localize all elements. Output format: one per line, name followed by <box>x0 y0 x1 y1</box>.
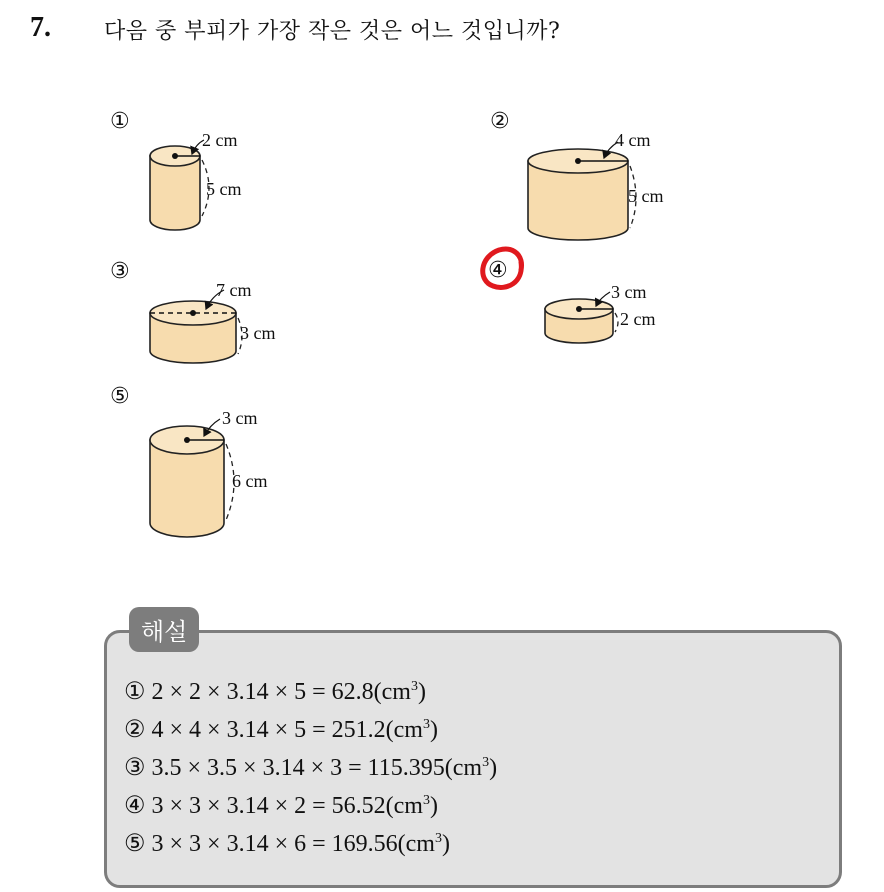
option-4-height: 2 cm <box>620 309 656 329</box>
option-3[interactable] <box>110 259 276 363</box>
cylinder-5 <box>150 419 234 537</box>
solution-line-1 <box>124 668 497 706</box>
solution-line-unit: cm <box>381 679 411 705</box>
solution-line-expr: 3 × 3 × 3.14 × 2 = 56.52( <box>151 793 394 819</box>
solution-line-num: ① <box>124 679 146 705</box>
solution-line-exp: 3 <box>410 679 418 694</box>
solution-line-exp: 3 <box>482 755 490 770</box>
solution-line-2 <box>124 706 497 744</box>
cylinder-3 <box>150 290 242 363</box>
solution-line-5 <box>124 820 497 858</box>
option-2-height: 5 cm <box>628 186 664 206</box>
option-5-height: 6 cm <box>232 471 268 491</box>
solution-line-unit: cm <box>405 831 435 857</box>
option-3-height: 3 cm <box>240 323 276 343</box>
solution-line-close: ) <box>429 793 438 819</box>
question-number: 7. <box>30 12 51 43</box>
option-2[interactable] <box>490 109 664 240</box>
solution-line-expr: 3 × 3 × 3.14 × 6 = 169.56( <box>151 831 406 857</box>
option-3-diameter: 7 cm <box>216 280 252 300</box>
solution-line-num: ⑤ <box>124 831 146 857</box>
option-5-radius: 3 cm <box>222 408 258 428</box>
option-1-radius: 2 cm <box>202 130 238 150</box>
solution-line-close: ) <box>429 717 438 743</box>
solution-line-close: ) <box>441 831 450 857</box>
solution-line-exp: 3 <box>434 831 442 846</box>
solution-line-unit: cm <box>393 793 423 819</box>
solution-line-4 <box>124 782 497 820</box>
option-4-label: ④ <box>488 258 508 283</box>
option-3-label: ③ <box>110 259 130 284</box>
solution-line-close: ) <box>489 755 498 781</box>
option-1-label: ① <box>110 109 130 134</box>
solution-tag: 해설 <box>129 607 199 652</box>
solution-line-close: ) <box>417 679 426 705</box>
solution-lines <box>124 668 497 858</box>
solution-line-num: ③ <box>124 755 146 781</box>
solution-line-expr: 2 × 2 × 3.14 × 5 = 62.8( <box>151 679 382 705</box>
solution-line-unit: cm <box>393 717 423 743</box>
solution-line-exp: 3 <box>422 717 430 732</box>
option-4[interactable] <box>483 249 656 343</box>
cylinder-1 <box>150 140 209 230</box>
solution-line-expr: 4 × 4 × 3.14 × 5 = 251.2( <box>151 717 394 743</box>
solution-line-exp: 3 <box>422 793 430 808</box>
solution-line-unit: cm <box>452 755 483 781</box>
cylinder-4 <box>545 292 618 343</box>
option-2-label: ② <box>490 109 510 134</box>
solution-line-3 <box>124 744 497 782</box>
solution-line-expr: 3.5 × 3.5 × 3.14 × 3 = 115.395( <box>151 755 453 781</box>
cylinder-2 <box>528 142 636 240</box>
question-text: 다음 중 부피가 가장 작은 것은 어느 것입니까? <box>104 19 561 44</box>
option-1-height: 5 cm <box>206 179 242 199</box>
option-4-radius: 3 cm <box>611 282 647 302</box>
option-5[interactable] <box>110 384 268 537</box>
solution-line-num: ④ <box>124 793 146 819</box>
option-2-radius: 4 cm <box>615 130 651 150</box>
option-1[interactable] <box>110 109 242 230</box>
solution-line-num: ② <box>124 717 146 743</box>
option-5-label: ⑤ <box>110 384 130 409</box>
